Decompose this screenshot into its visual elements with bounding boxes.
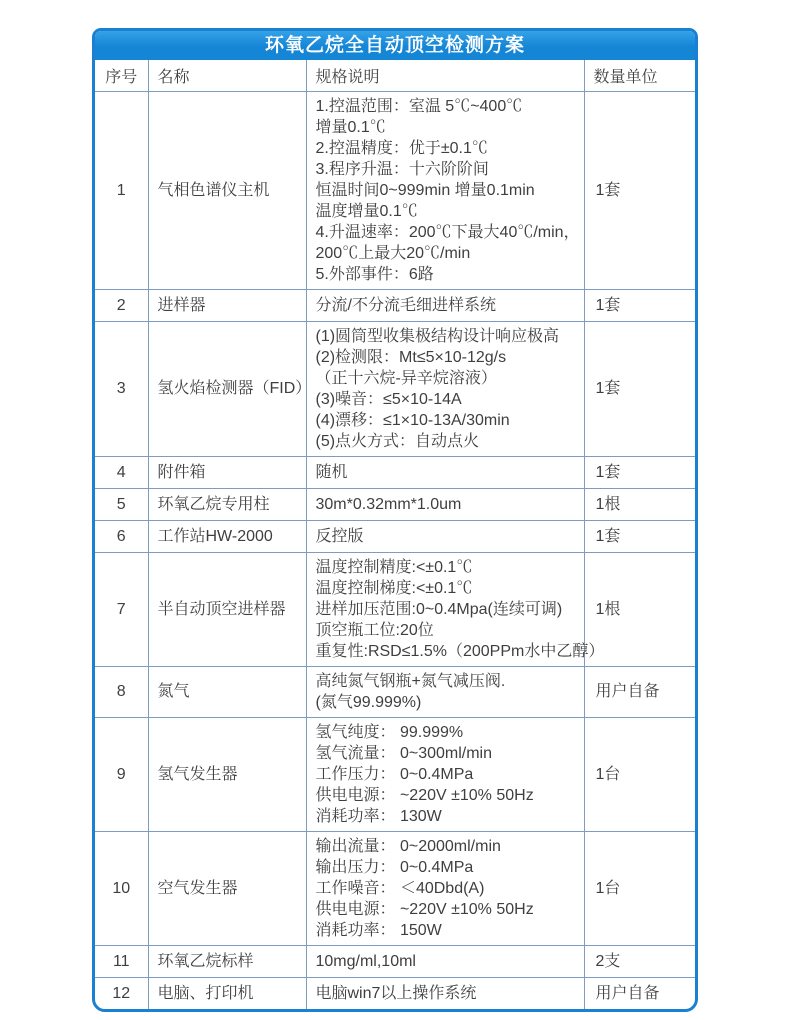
row-quantity: 1根 — [584, 488, 695, 520]
spec-line: 温度增量0.1℃ — [315, 202, 418, 220]
spec-line: 工作噪音： ＜40Dbd(A) — [315, 879, 485, 897]
row-name: 半自动顶空进样器 — [148, 552, 306, 666]
row-quantity: 1套 — [584, 289, 695, 321]
spec-line: 高纯氮气钢瓶+氮气减压阀. — [315, 672, 506, 690]
row-name: 气相色谱仪主机 — [148, 91, 306, 289]
row-spec — [306, 456, 584, 488]
spec-line: 输出压力： 0~0.4MPa — [315, 858, 474, 876]
header-row — [95, 60, 695, 91]
table-row — [95, 717, 695, 831]
table-row — [95, 456, 695, 488]
spec-line: 4.升温速率：200℃下最大40℃/min， — [315, 223, 580, 241]
spec-line: 5.外部事件：6路 — [315, 265, 434, 283]
spec-line: 温度控制精度:<±0.1℃ — [315, 558, 473, 576]
row-name: 附件箱 — [148, 456, 306, 488]
row-name: 环氧乙烷标样 — [148, 945, 306, 977]
spec-line: 氢气流量： 0~300ml/min — [315, 744, 492, 762]
spec-line: 输出流量： 0~2000ml/min — [315, 837, 501, 855]
row-name: 环氧乙烷专用柱 — [148, 488, 306, 520]
row-number: 2 — [95, 289, 148, 321]
header-qty: 数量单位 — [584, 60, 695, 91]
spec-line: 消耗功率： 150W — [315, 921, 442, 939]
spec-line: 电脑win7以上操作系统 — [315, 984, 477, 1002]
plan-title: 环氧乙烷全自动顶空检测方案 — [95, 31, 695, 60]
spec-line: 30m*0.32mm*1.0um — [315, 495, 462, 513]
row-number: 3 — [95, 321, 148, 456]
table-row — [95, 945, 695, 977]
row-spec — [306, 666, 584, 717]
table-row — [95, 666, 695, 717]
spec-line: (3)噪音：≤5×10-14A — [315, 390, 462, 408]
row-spec — [306, 321, 584, 456]
spec-line: 温度控制梯度:<±0.1℃ — [315, 579, 473, 597]
detection-plan-card — [92, 28, 698, 1012]
row-spec — [306, 289, 584, 321]
row-number: 8 — [95, 666, 148, 717]
spec-line: (氮气99.999%) — [315, 693, 422, 711]
row-quantity: 1台 — [584, 717, 695, 831]
spec-line: 10mg/ml,10ml — [315, 952, 416, 970]
row-quantity: 2支 — [584, 945, 695, 977]
row-spec — [306, 91, 584, 289]
row-name: 氮气 — [148, 666, 306, 717]
row-spec — [306, 488, 584, 520]
table-row — [95, 289, 695, 321]
spec-table — [95, 60, 695, 1009]
table-row — [95, 831, 695, 945]
spec-line: (5)点火方式：自动点火 — [315, 432, 480, 450]
spec-line: （正十六烷-异辛烷溶液） — [315, 369, 497, 387]
row-name: 氢火焰检测器（FID） — [148, 321, 306, 456]
table-row — [95, 977, 695, 1009]
spec-line: 消耗功率： 130W — [315, 807, 442, 825]
spec-line: 供电电源： ~220V ±10% 50Hz — [315, 900, 534, 918]
row-number: 11 — [95, 945, 148, 977]
header-no: 序号 — [95, 60, 148, 91]
row-spec — [306, 717, 584, 831]
row-name: 氢气发生器 — [148, 717, 306, 831]
row-quantity: 1套 — [584, 456, 695, 488]
row-quantity: 用户自备 — [584, 666, 695, 717]
spec-line: 随机 — [315, 463, 348, 481]
table-row — [95, 91, 695, 289]
row-number: 4 — [95, 456, 148, 488]
spec-line: 工作压力： 0~0.4MPa — [315, 765, 474, 783]
table-row — [95, 552, 695, 666]
table-row — [95, 488, 695, 520]
row-spec — [306, 945, 584, 977]
spec-line: 200℃上最大20℃/min — [315, 244, 471, 262]
row-name: 空气发生器 — [148, 831, 306, 945]
row-number: 6 — [95, 520, 148, 552]
row-number: 12 — [95, 977, 148, 1009]
row-number: 1 — [95, 91, 148, 289]
row-quantity: 1套 — [584, 91, 695, 289]
row-spec — [306, 977, 584, 1009]
spec-line: 2.控温精度：优于±0.1℃ — [315, 139, 488, 157]
spec-line: 供电电源： ~220V ±10% 50Hz — [315, 786, 534, 804]
spec-line: 1.控温范围：室温 5℃~400℃ — [315, 97, 523, 115]
row-quantity: 1套 — [584, 520, 695, 552]
table-body — [95, 91, 695, 1009]
spec-line: (2)检测限：Mt≤5×10-12g/s — [315, 348, 507, 366]
spec-line: 反控版 — [315, 527, 364, 545]
row-spec — [306, 831, 584, 945]
row-name: 电脑、打印机 — [148, 977, 306, 1009]
spec-line: 重复性:RSD≤1.5%（200PPm水中乙醇） — [315, 642, 605, 660]
row-spec — [306, 520, 584, 552]
header-spec: 规格说明 — [306, 60, 584, 91]
row-number: 7 — [95, 552, 148, 666]
spec-line: 分流/不分流毛细进样系统 — [315, 296, 496, 314]
spec-line: 进样加压范围:0~0.4Mpa(连续可调) — [315, 600, 563, 618]
spec-line: (1)圆筒型收集极结构设计响应极高 — [315, 327, 560, 345]
spec-line: 顶空瓶工位:20位 — [315, 621, 434, 639]
row-number: 10 — [95, 831, 148, 945]
row-quantity: 1台 — [584, 831, 695, 945]
row-quantity: 1根 — [584, 552, 695, 666]
row-number: 9 — [95, 717, 148, 831]
spec-line: 3.程序升温：十六阶阶间 — [315, 160, 489, 178]
row-name: 工作站HW-2000 — [148, 520, 306, 552]
spec-line: 恒温时间0~999min 增量0.1min — [315, 181, 535, 199]
spec-line: 氢气纯度： 99.999% — [315, 723, 464, 741]
row-number: 5 — [95, 488, 148, 520]
row-quantity: 1套 — [584, 321, 695, 456]
table-row — [95, 520, 695, 552]
header-name: 名称 — [148, 60, 306, 91]
row-spec — [306, 552, 605, 666]
spec-line: 增量0.1℃ — [315, 118, 386, 136]
spec-line: (4)漂移：≤1×10-13A/30min — [315, 411, 510, 429]
row-quantity: 用户自备 — [584, 977, 695, 1009]
table-row — [95, 321, 695, 456]
row-name: 进样器 — [148, 289, 306, 321]
